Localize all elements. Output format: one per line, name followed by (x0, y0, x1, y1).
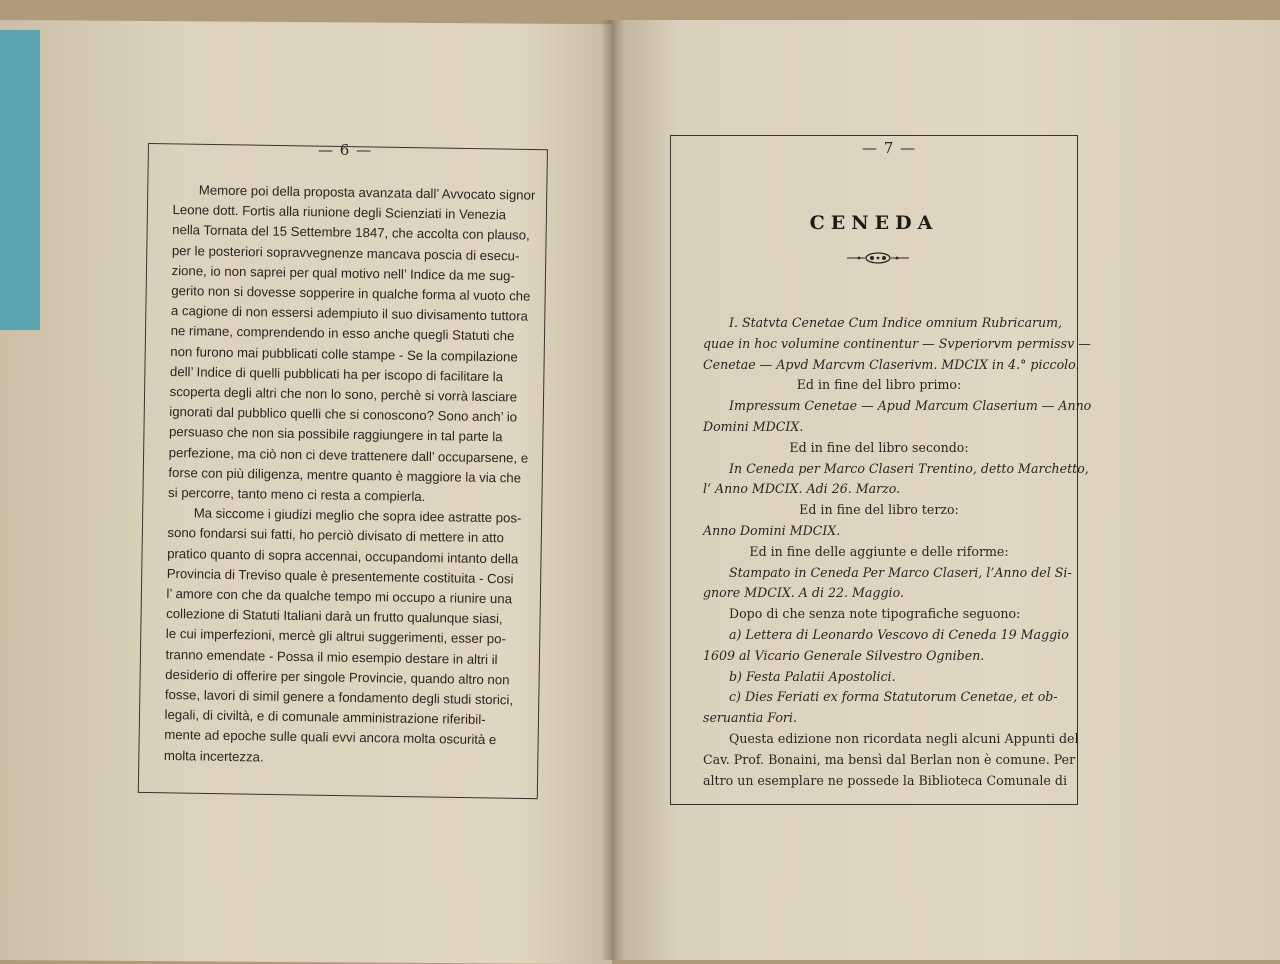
text-line: In Ceneda per Marco Claseri Trentino, detto Marchetto, (729, 460, 1089, 476)
text-line: per le posteriori sopravvegnenze mancava poscia di esecu- (171, 242, 520, 264)
left-page-text (164, 180, 536, 772)
text-line: scoperta degli altri che non lo sono, perchè si vorrà lasciare (169, 384, 518, 405)
text-line: tranno emendate - Possa il mio esempio destare in altri il (165, 646, 498, 667)
text-line: I. Statvta Cenetae Cum Indice omnium Rubricarum, (729, 315, 1063, 330)
text-line: a cagione di non essersi adempiuto il suo divisamento tuttora (170, 303, 529, 324)
text-line: gerito non si dovesse sopperire in qualche forma al vuoto che (171, 283, 531, 304)
text-line: Dopo di che senza note tipografiche seguono: (729, 606, 1021, 622)
text-line: Memore poi della proposta avanzata dall’ Avvocato signor (198, 182, 536, 203)
section-heading: CENEDA (809, 212, 939, 234)
left-page-number: — 6 — (318, 141, 373, 159)
text-line: persuaso che non sia possibile raggiungere in tal parte la (168, 424, 503, 445)
text-line: mente ad epoche sulle quali evvi ancora molta oscurità e (164, 727, 497, 748)
text-line: dell’ Indice di quelli pubblicati ha per iscopo di facilitare la (169, 363, 504, 385)
cover-edge (0, 30, 40, 330)
text-line: Ed in fine del libro primo: (796, 377, 962, 393)
text-line: gnore MDCIX. A di 22. Maggio. (703, 585, 904, 601)
text-line: desiderio di offerire per singole Provincie, quando altro non (165, 666, 510, 688)
text-line: ignorati dal pubblico quelli che si conoscono? Sono anch’ io (169, 404, 518, 425)
text-line: legali, di civiltà, e di comunale amministrazione riferibil- (164, 707, 486, 728)
text-line: l’ amore con che da qualche tempo mi occupo a riunire una (166, 586, 513, 607)
text-line: nella Tornata del 15 Settembre 1847, che accolta con plauso, (172, 222, 530, 244)
book-gutter (600, 20, 624, 960)
text-line: forse con più diligenza, mentre quanto è maggiore la via che (168, 464, 522, 486)
ornament-icon (845, 250, 911, 266)
text-line: c) Dies Feriati ex forma Statutorum Cenetae, et ob- (729, 689, 1058, 705)
text-line: Ed in fine del libro secondo: (789, 439, 969, 455)
text-line: Stampato in Ceneda Per Marco Claseri, l’Anno del Si- (729, 564, 1072, 580)
text-line: Domini MDCIX. (703, 418, 804, 434)
text-line: a) Lettera di Leonardo Vescovo di Ceneda 19 Maggio (729, 626, 1069, 642)
right-page-text (703, 313, 1092, 791)
text-line: fosse, lavori di simil genere a fondamento degli studi storici, (164, 687, 514, 708)
text-line: ne rimane, comprendendo in esso anche quegli Statuti che (170, 323, 515, 344)
text-line: Cav. Prof. Bonaini, ma bensì dal Berlan non è comune. Per (703, 751, 1076, 767)
text-line: quae in hoc volumine continentur — Svperiorvm permissv — (703, 335, 1091, 351)
text-line: molta incertezza. (163, 747, 264, 765)
text-line: seruantia Fori. (703, 710, 797, 726)
text-line: Provincia di Treviso quale è presentemente costituita - Cosi (166, 565, 514, 587)
text-line: pratico quanto di sopra accennai, occupandomi intanto della (167, 545, 519, 567)
text-line: sono fondarsi sui fatti, ho perciò divisato di mettere in atto (167, 525, 505, 546)
text-line: collezione di Statuti Italiani darà un frutto qualunque siasi, (166, 606, 503, 627)
text-line: Ma siccome i giudizi meglio che sopra idee astratte pos- (193, 505, 522, 526)
text-line: Ed in fine del libro terzo: (799, 502, 959, 518)
text-line: Ed in fine delle aggiunte e delle riforme: (749, 543, 1009, 559)
text-line: non furono mai pubblicati colle stampe - Se la compilazione (170, 343, 518, 365)
text-line: b) Festa Palatii Apostolici. (729, 668, 896, 684)
text-line: zione, io non saprei per qual motivo nell’ Indice da me sug- (171, 262, 515, 284)
text-line: Leone dott. Fortis alla riunione degli Scienziati in Venezia (172, 202, 507, 223)
text-line: l’ Anno MDCIX. Adi 26. Marzo. (703, 481, 901, 497)
text-line: le cui imperfezioni, mercè gli altrui suggerimenti, esser po- (165, 626, 507, 647)
text-line: Impressum Cenetae — Apud Marcum Claserium — Anno (729, 398, 1092, 414)
text-line: perfezione, ma ciò non ci deve trattenere dall’ occuparsene, e (168, 444, 529, 466)
text-line: Anno Domini MDCIX. (703, 522, 841, 538)
text-line: si percorre, tanto meno ci resta a compierla. (167, 485, 426, 505)
text-line: Questa edizione non ricordata negli alcuni Appunti del (729, 730, 1079, 746)
right-page-number: — 7 — (862, 139, 917, 157)
text-line: altro un esemplare ne possede la Biblioteca Comunale di (703, 772, 1067, 788)
text-line: Cenetae — Apvd Marcvm Claserivm. MDCIX in 4.° piccolo. (703, 356, 1080, 372)
text-line: 1609 al Vicario Generale Silvestro Ogniben. (703, 647, 985, 663)
